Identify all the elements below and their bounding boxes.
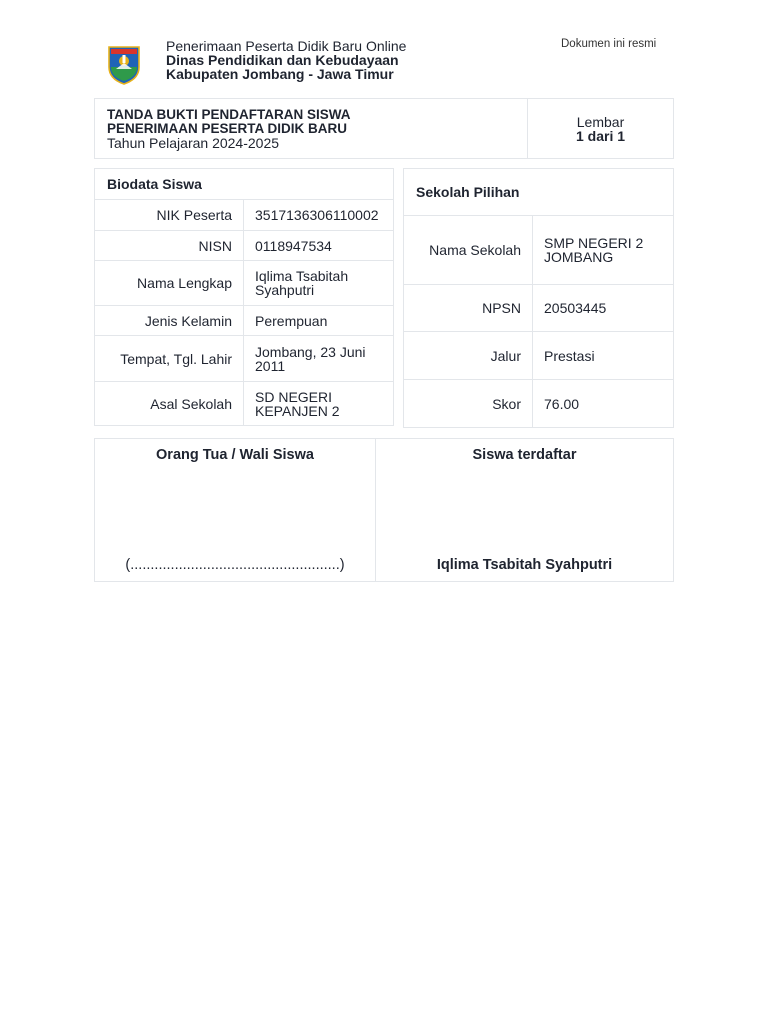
header-agency-name: Dinas Pendidikan dan Kebudayaan [166, 52, 399, 68]
parent-signature-line: (....................................................) [125, 557, 345, 573]
parent-signature-cell [95, 439, 376, 582]
table-row [95, 261, 394, 306]
parent-signature-label: Orang Tua / Wali Siswa [156, 447, 314, 463]
sheet-info [528, 99, 674, 159]
agency-header [166, 39, 406, 81]
student-signature-label: Siswa terdaftar [472, 447, 577, 463]
kabupaten-jombang-crest-icon [107, 43, 141, 85]
table-row [404, 216, 674, 285]
document-title [95, 99, 528, 159]
field-label: Skor [404, 380, 533, 428]
field-label: Nama Lengkap [95, 261, 244, 306]
field-value: Jombang, 23 Juni 2011 [244, 336, 394, 382]
field-value: Prestasi [533, 332, 674, 380]
student-signature-cell [376, 439, 674, 582]
signature-table [94, 438, 674, 582]
table-row [404, 380, 674, 428]
field-label: Tempat, Tgl. Lahir [95, 336, 244, 382]
table-row [95, 306, 394, 336]
student-name: Iqlima Tsabitah Syahputri [436, 557, 613, 573]
field-value: SD NEGERI KEPANJEN 2 [244, 382, 394, 426]
header-region-name: Kabupaten Jombang - Jawa Timur [166, 66, 394, 82]
field-label: Jenis Kelamin [95, 306, 244, 336]
biodata-table [94, 168, 394, 426]
school-choice-table [403, 168, 674, 428]
table-row [95, 336, 394, 382]
field-value: 20503445 [533, 285, 674, 332]
sheet-label: Lembar [576, 113, 625, 130]
field-value: 3517136306110002 [244, 200, 394, 231]
field-value: Iqlima Tsabitah Syahputri [244, 261, 394, 306]
table-row [95, 231, 394, 261]
official-document-note: Dokumen ini resmi [561, 38, 657, 50]
document-title-box [94, 98, 674, 159]
table-row [95, 382, 394, 426]
biodata-heading: Biodata Siswa [95, 169, 394, 200]
table-row [404, 332, 674, 380]
field-value: SMP NEGERI 2 JOMBANG [533, 216, 674, 285]
field-label: NPSN [404, 285, 533, 332]
field-label: NIK Peserta [95, 200, 244, 231]
field-value: 76.00 [533, 380, 674, 428]
table-row [95, 200, 394, 231]
field-label: Nama Sekolah [404, 216, 533, 285]
table-row [404, 285, 674, 332]
academic-year: Tahun Pelajaran 2024-2025 [107, 134, 280, 151]
header-system-name: Penerimaan Peserta Didik Baru Online [166, 38, 407, 54]
field-value: 0118947534 [244, 231, 394, 261]
sheet-value: 1 dari 1 [575, 127, 626, 144]
title-line-1: TANDA BUKTI PENDAFTARAN SISWA [107, 106, 351, 122]
field-label: Jalur [404, 332, 533, 380]
title-line-2: PENERIMAAN PESERTA DIDIK BARU [107, 120, 348, 136]
field-label: NISN [95, 231, 244, 261]
field-value: Perempuan [244, 306, 394, 336]
field-label: Asal Sekolah [95, 382, 244, 426]
school-choice-heading: Sekolah Pilihan [404, 169, 674, 216]
